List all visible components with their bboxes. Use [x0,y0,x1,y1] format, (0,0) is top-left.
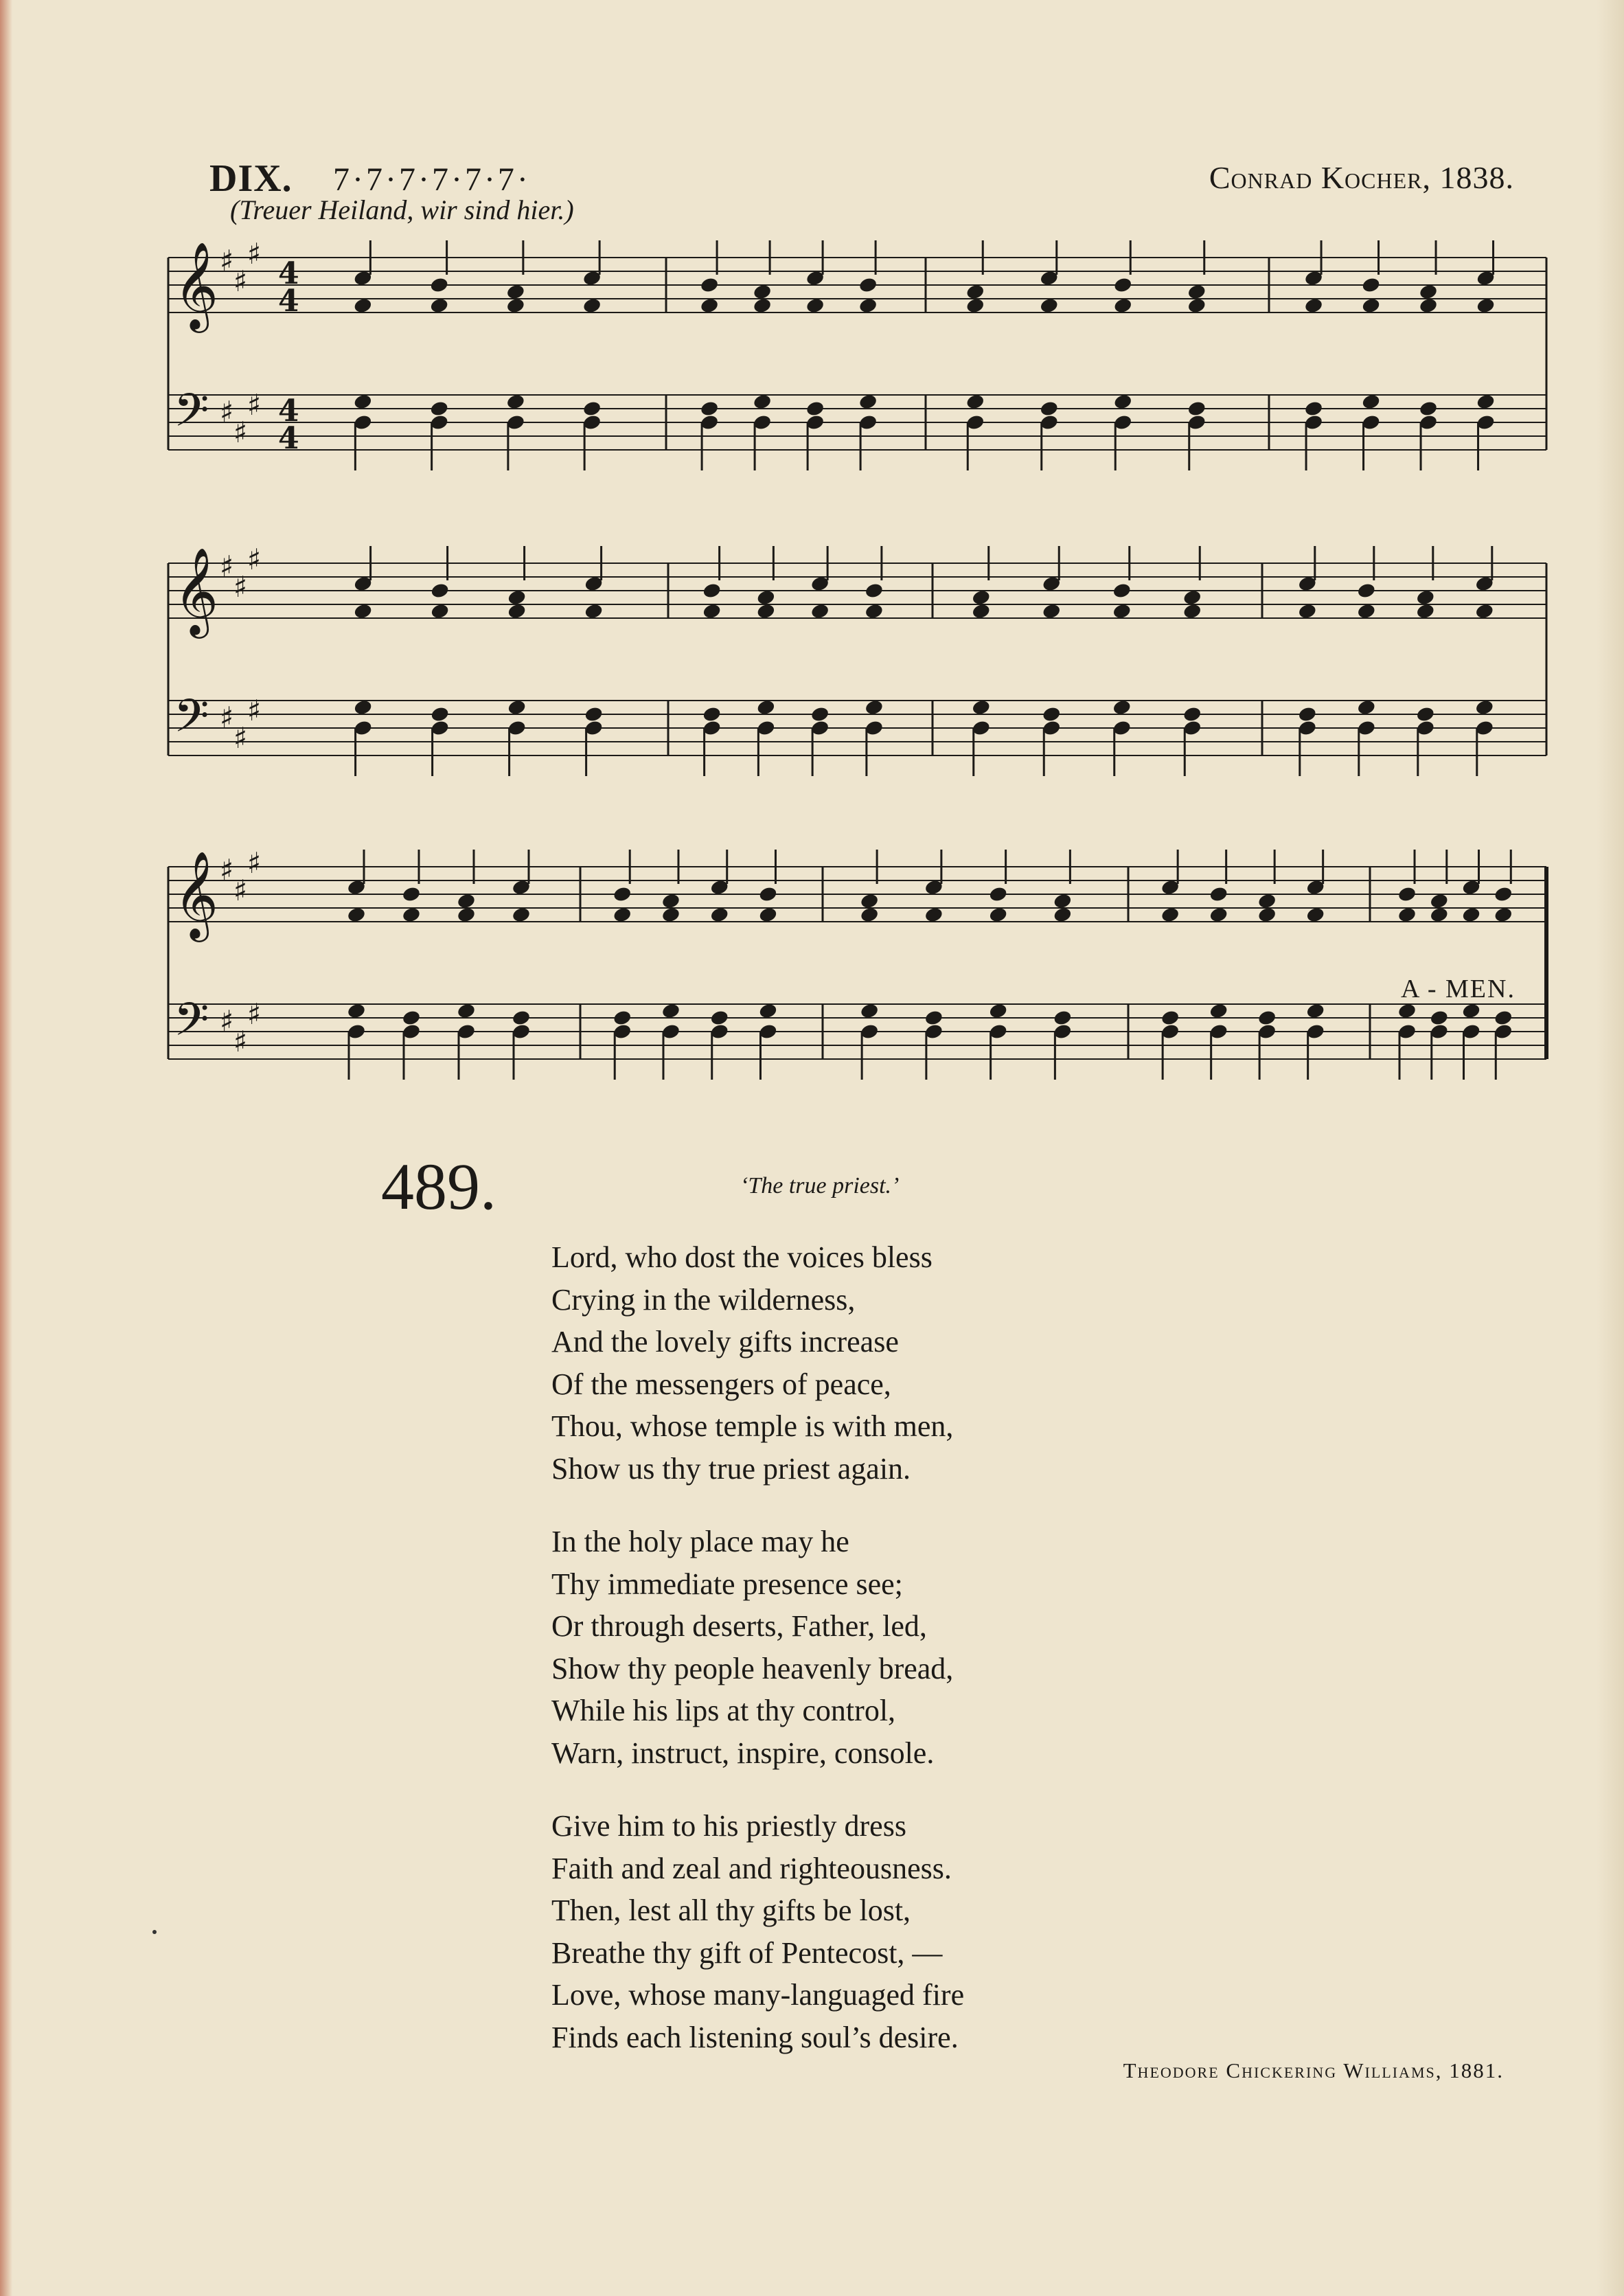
note-head [1209,885,1228,902]
note-head [1257,892,1277,909]
bass-clef: 𝄢 [174,384,209,448]
note-head [1039,297,1059,314]
note-head [507,602,527,620]
note-head [457,892,477,909]
note-head [613,906,632,923]
verse-line: While his lips at thy control, [551,1694,896,1727]
note-head [860,906,880,923]
note-head [1209,1002,1228,1019]
note-head [1429,1009,1449,1026]
note-head [1429,892,1449,909]
note-head [756,589,776,606]
note-head [865,602,884,620]
note-head [457,1002,477,1019]
note-head [1187,283,1206,300]
note-head [1474,602,1494,620]
note-head [702,705,722,723]
note-head [1476,393,1496,410]
note-head [1113,393,1133,410]
note-head [1419,400,1439,417]
note-head [1042,705,1062,723]
note-head [1182,705,1202,723]
note-head [1361,276,1381,293]
treble-clef: 𝄞 [174,241,219,329]
note-head [430,602,450,620]
note-head [702,602,722,620]
note-head [805,400,825,417]
note-head [971,602,991,620]
note-head [1461,906,1481,923]
note-head [1429,906,1449,923]
note-head [858,276,878,293]
note-head [965,393,985,410]
sharp-sign: ♯ [247,388,262,422]
sharp-sign: ♯ [220,701,234,734]
verse-line: Breathe thy gift of Pentecost, — [551,1935,943,1970]
time-signature: 4 [278,421,299,456]
note-head [1419,283,1439,300]
note-head [965,283,985,300]
note-head [402,906,422,923]
note-head [709,906,729,923]
note-head [700,297,720,314]
note-head [753,297,773,314]
hymn-text [551,1236,1238,2089]
note-head [1112,698,1132,716]
note-head [347,1002,367,1019]
note-head [1419,297,1439,314]
note-head [858,297,878,314]
note-head [971,698,991,716]
note-head [1113,276,1133,293]
note-head [1297,705,1317,723]
amen-label: A - MEN. [1401,975,1516,1003]
note-head [805,297,825,314]
note-head [753,393,773,410]
note-head [1160,906,1180,923]
author-credit: Theodore Chickering Williams, 1881. [1123,2058,1504,2082]
note-head [1053,906,1073,923]
treble-clef: 𝄞 [174,850,219,938]
note-head [865,698,884,716]
note-head [1160,1009,1180,1026]
note-head [507,589,527,606]
note-head [429,400,449,417]
verse-line: Give him to his priestly dress [551,1809,906,1843]
note-head [988,1002,1008,1019]
note-head [506,297,526,314]
bass-clef: 𝄢 [174,690,209,753]
note-head [1474,698,1494,716]
verse-line: And the lovely gifts increase [551,1325,899,1359]
sharp-sign: ♯ [247,694,262,727]
note-head [924,1009,944,1026]
note-head [810,602,830,620]
note-head [988,885,1008,902]
note-head [1305,1002,1325,1019]
note-head [810,705,830,723]
stanza-2 [551,1521,1238,1774]
note-head [858,393,878,410]
stanza-1 [551,1236,1238,1490]
hymn-number: 489. [381,1150,496,1223]
note-head [758,1002,778,1019]
sharp-sign: ♯ [247,237,262,271]
note-head [924,906,944,923]
tune-meter: 7·7·7·7·7·7· [333,161,531,198]
verse-line: Thy immediate presence see; [551,1567,903,1601]
note-head [584,705,604,723]
note-head [661,1002,681,1019]
verse-line: Lord, who dost the voices bless [551,1240,933,1274]
note-head [353,602,373,620]
note-head [430,705,450,723]
verse-line: Warn, instruct, inspire, console. [551,1736,935,1770]
note-head [1209,906,1228,923]
sharp-sign: ♯ [233,1025,248,1058]
tune-name: DIX. [209,157,293,200]
note-head [661,892,681,909]
treble-clef: 𝄞 [174,547,219,635]
note-head [353,297,373,314]
note-head [756,698,776,716]
note-head [429,297,449,314]
verse-line: Show us thy true priest again. [551,1451,911,1486]
note-head [700,400,720,417]
note-head [1053,1009,1073,1026]
note-head [1356,582,1376,599]
sharp-sign: ♯ [233,570,248,604]
note-head [1187,297,1206,314]
verse-line: Of the messengers of peace, [551,1367,891,1401]
time-signature: 4 [278,394,299,429]
sharp-sign: ♯ [220,395,234,429]
sharp-sign: ♯ [220,549,234,583]
sharp-sign: ♯ [233,264,248,298]
note-head [756,602,776,620]
note-head [709,1009,729,1026]
note-head [702,582,722,599]
verse-line: Or through deserts, Father, led, [551,1609,927,1643]
note-head [1305,906,1325,923]
note-head [1415,705,1435,723]
note-head [613,1009,632,1026]
time-signature: 4 [278,256,299,291]
verse-line: Faith and zeal and righteousness. [551,1851,952,1885]
note-head [1494,906,1513,923]
note-head [1304,400,1324,417]
note-head [971,589,991,606]
note-head [506,393,526,410]
note-head [1415,589,1435,606]
composer-credit: Conrad Kocher, 1838. [1209,160,1514,195]
note-head [582,297,602,314]
note-head [865,582,884,599]
note-head [1187,400,1206,417]
note-head [353,393,373,410]
sharp-sign: ♯ [220,853,234,887]
note-head [758,906,778,923]
bass-clef: 𝄢 [174,993,209,1057]
note-head [584,602,604,620]
note-head [1297,602,1317,620]
note-head [613,885,632,902]
note-head [860,1002,880,1019]
sharp-sign: ♯ [247,997,262,1031]
note-head [1113,297,1133,314]
note-head [457,906,477,923]
note-head [429,276,449,293]
sharp-sign: ♯ [233,874,248,907]
note-head [347,906,367,923]
note-head [1494,885,1513,902]
verse-line: Then, lest all thy gifts be lost, [551,1894,911,1927]
note-head [1053,892,1073,909]
note-head [1494,1009,1513,1026]
sharp-sign: ♯ [247,543,262,576]
note-head [661,906,681,923]
note-head [1397,906,1417,923]
verse-line: Crying in the wilderness, [551,1282,856,1317]
note-head [1415,602,1435,620]
note-head [1039,400,1059,417]
verse-line: Show thy people heavenly bread, [551,1651,954,1685]
note-head [700,276,720,293]
note-head [860,892,880,909]
note-head [430,582,450,599]
note-head [1361,393,1381,410]
note-head [1304,297,1324,314]
page-speck [152,1930,157,1934]
note-head [1257,1009,1277,1026]
note-head [506,283,526,300]
sharp-sign: ♯ [247,846,262,880]
time-signature: 4 [278,284,299,319]
note-head [1257,906,1277,923]
note-head [965,297,985,314]
verse-line: Thou, whose temple is with men, [551,1409,954,1443]
note-head [1112,582,1132,599]
note-head [1461,1002,1481,1019]
tune-subtitle: (Treuer Heiland, wir sind hier.) [230,194,574,225]
note-head [758,885,778,902]
note-head [1182,589,1202,606]
score-staves [168,237,1546,1080]
note-head [1397,885,1417,902]
sharp-sign: ♯ [233,416,248,449]
note-head [402,885,422,902]
note-head [512,1009,531,1026]
hymn-subtitle: ‘The true priest.’ [740,1173,900,1198]
note-head [1112,602,1132,620]
verse-line: In the holy place may he [551,1525,849,1558]
note-head [1356,602,1376,620]
note-head [988,906,1008,923]
note-head [402,1009,422,1026]
verse-line: Finds each listening soul’s desire. [551,2020,959,2054]
note-head [582,400,602,417]
note-head [1397,1002,1417,1019]
note-head [1476,297,1496,314]
note-head [507,698,527,716]
note-head [512,906,531,923]
note-head [1356,698,1376,716]
sharp-sign: ♯ [233,721,248,755]
stanza-3 [551,1805,1238,2058]
verse-line: Love, whose many-languaged fire [551,1978,965,2012]
note-head [353,698,373,716]
note-head [1042,602,1062,620]
note-head [753,283,773,300]
note-head [1182,602,1202,620]
note-head [1361,297,1381,314]
sharp-sign: ♯ [220,1004,234,1038]
sharp-sign: ♯ [220,244,234,277]
